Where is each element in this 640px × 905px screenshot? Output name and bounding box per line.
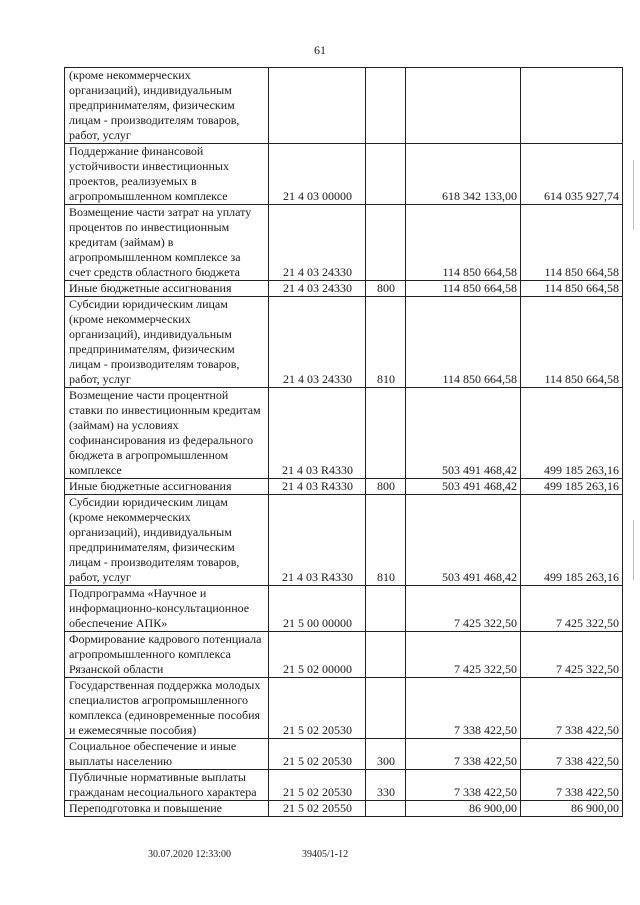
row-expense-type: [366, 586, 406, 632]
row-expense-type: [366, 678, 406, 739]
row-expense-type: 810: [366, 297, 406, 388]
row-amount-1: 618 342 133,00: [406, 144, 521, 205]
row-amount-2: 614 035 927,74: [521, 144, 623, 205]
row-amount-2: 114 850 664,58: [521, 297, 623, 388]
row-code: 21 4 03 24330: [269, 205, 366, 281]
row-name: Возмещение части процентной ставки по инвестиционным кредитам (займам) на условиях софинансирования из федерального бюджета в агропромышленном комплексе: [65, 388, 269, 479]
row-code: 21 4 03 R4330: [269, 479, 366, 495]
row-expense-type: 330: [366, 770, 406, 801]
row-code: [269, 68, 366, 144]
row-amount-1: 114 850 664,58: [406, 297, 521, 388]
table-row: [65, 801, 623, 817]
row-code: 21 5 02 00000: [269, 632, 366, 678]
row-expense-type: [366, 632, 406, 678]
footer-document-id: 39405/1-12: [302, 849, 349, 860]
table-row: [65, 68, 623, 144]
row-amount-1: 7 338 422,50: [406, 739, 521, 770]
row-name: Переподготовка и повышение: [65, 801, 269, 817]
row-amount-2: 7 425 322,50: [521, 632, 623, 678]
table-row: [65, 739, 623, 770]
table-row: [65, 281, 623, 297]
table-row: [65, 495, 623, 586]
row-code: 21 5 02 20530: [269, 770, 366, 801]
table-row: [65, 632, 623, 678]
table-row: [65, 479, 623, 495]
row-name: Субсидии юридическим лицам (кроме некоммерческих организаций), индивидуальным предпринимателям, физическим лицам - производителям товаров, работ, услуг: [65, 297, 269, 388]
row-code: 21 5 02 20530: [269, 678, 366, 739]
row-name: Публичные нормативные выплаты гражданам несоциального характера: [65, 770, 269, 801]
row-amount-1: 86 900,00: [406, 801, 521, 817]
row-amount-1: 114 850 664,58: [406, 205, 521, 281]
row-amount-1: 7 425 322,50: [406, 586, 521, 632]
row-code: 21 4 03 R4330: [269, 388, 366, 479]
row-amount-2: 114 850 664,58: [521, 281, 623, 297]
table-row: [65, 770, 623, 801]
row-expense-type: [366, 144, 406, 205]
row-amount-1: 503 491 468,42: [406, 495, 521, 586]
row-amount-2: 499 185 263,16: [521, 479, 623, 495]
row-amount-1: 503 491 468,42: [406, 388, 521, 479]
row-expense-type: [366, 388, 406, 479]
row-amount-2: 499 185 263,16: [521, 388, 623, 479]
row-expense-type: 800: [366, 281, 406, 297]
row-name: Подпрограмма «Научное и информационно-консультационное обеспечение АПК»: [65, 586, 269, 632]
margin-mark: [633, 160, 634, 230]
row-amount-1: 503 491 468,42: [406, 479, 521, 495]
row-expense-type: 800: [366, 479, 406, 495]
row-amount-2: 86 900,00: [521, 801, 623, 817]
row-amount-1: [406, 68, 521, 144]
row-code: 21 5 02 20550: [269, 801, 366, 817]
row-expense-type: [366, 205, 406, 281]
row-name: Возмещение части затрат на уплату процентов по инвестиционным кредитам (займам) в агропромышленном комплексе за счет средств областного бюджета: [65, 205, 269, 281]
row-code: 21 5 00 00000: [269, 586, 366, 632]
row-name: Социальное обеспечение и иные выплаты населению: [65, 739, 269, 770]
row-name: Иные бюджетные ассигнования: [65, 479, 269, 495]
row-amount-2: 114 850 664,58: [521, 205, 623, 281]
row-code: 21 4 03 24330: [269, 281, 366, 297]
row-code: 21 4 03 00000: [269, 144, 366, 205]
row-amount-1: 7 425 322,50: [406, 632, 521, 678]
budget-table: [64, 67, 623, 817]
page-number: 61: [314, 43, 326, 57]
row-code: 21 4 03 R4330: [269, 495, 366, 586]
row-name: Государственная поддержка молодых специалистов агропромышленного комплекса (единовременные пособия и ежемесячные пособия): [65, 678, 269, 739]
row-code: 21 5 02 20530: [269, 739, 366, 770]
row-expense-type: [366, 801, 406, 817]
row-amount-2: 7 338 422,50: [521, 770, 623, 801]
table-row: [65, 297, 623, 388]
row-expense-type: 810: [366, 495, 406, 586]
table-row: [65, 388, 623, 479]
row-name: Иные бюджетные ассигнования: [65, 281, 269, 297]
row-name: Формирование кадрового потенциала агропромышленного комплекса Рязанской области: [65, 632, 269, 678]
budget-table-body: [65, 68, 623, 817]
margin-mark: [633, 520, 634, 580]
row-name: (кроме некоммерческих организаций), индивидуальным предпринимателям, физическим лицам - производителям товаров, работ, услуг: [65, 68, 269, 144]
row-amount-2: 7 425 322,50: [521, 586, 623, 632]
row-code: 21 4 03 24330: [269, 297, 366, 388]
row-amount-2: 499 185 263,16: [521, 495, 623, 586]
table-row: [65, 205, 623, 281]
row-expense-type: [366, 68, 406, 144]
row-amount-2: 7 338 422,50: [521, 739, 623, 770]
row-amount-1: 7 338 422,50: [406, 770, 521, 801]
row-name: Субсидии юридическим лицам (кроме некоммерческих организаций), индивидуальным предпринимателям, физическим лицам - производителям товаров, работ, услуг: [65, 495, 269, 586]
row-expense-type: 300: [366, 739, 406, 770]
footer-timestamp: 30.07.2020 12:33:00: [148, 849, 232, 860]
row-amount-2: [521, 68, 623, 144]
table-row: [65, 586, 623, 632]
table-row: [65, 144, 623, 205]
row-amount-1: 114 850 664,58: [406, 281, 521, 297]
row-amount-1: 7 338 422,50: [406, 678, 521, 739]
row-name: Поддержание финансовой устойчивости инвестиционных проектов, реализуемых в агропромышленном комплексе: [65, 144, 269, 205]
table-row: [65, 678, 623, 739]
row-amount-2: 7 338 422,50: [521, 678, 623, 739]
